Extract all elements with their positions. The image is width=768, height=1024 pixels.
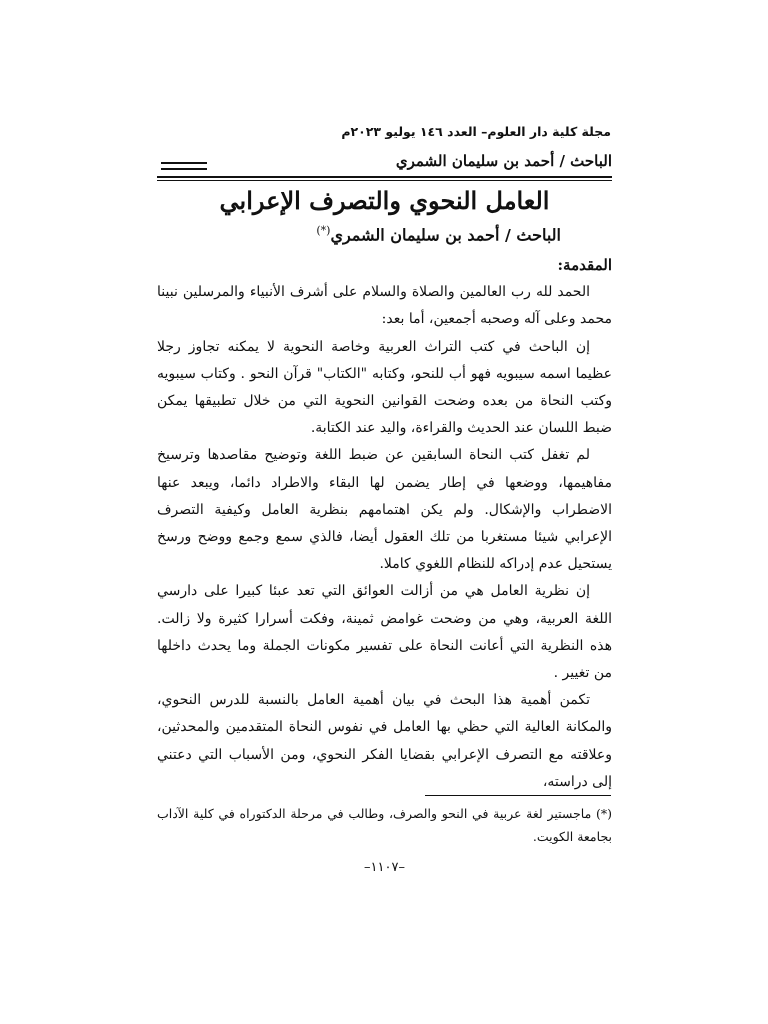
footnote: (*) ماجستير لغة عربية في النحو والصرف، وطالب في مرحلة الدكتوراه في كلية الآداب بجامعة الكويت. <box>157 806 612 844</box>
paragraph: إن نظرية العامل هي من أزالت العوائق التي تعد عبئا كبيرا على دارسي اللغة العربية، وهي من وضحت غوامض ثمينة، وفكت أسرارا كثيرة ولا زالت. هذه النظرية التي أعانت النحاة على تفسير مكونات الجملة وما يحدث داخلها من تغيير . <box>157 583 612 682</box>
byline-author: الباحث / أحمد بن سليمان الشمري <box>330 225 561 245</box>
page-number: –١١٠٧– <box>364 860 405 875</box>
article-title: العامل النحوي والتصرف الإعرابي <box>219 186 550 215</box>
footnote-divider <box>425 795 611 796</box>
running-author-name: الباحث / أحمد بن سليمان الشمري <box>395 152 612 170</box>
paragraph: تكمن أهمية هذا البحث في بيان أهمية العامل بالنسبة للدرس النحوي، والمكانة العالية التي حظي بها العامل في نفوس النحاة المتقدمين والمحدثين، وعلاقته مع التصرف الإعرابي بقضايا الفكر النحوي، ومن الأسباب التي دعتني إلى دراسته، <box>157 692 612 790</box>
paragraph: الحمد لله رب العالمين والصلاة والسلام على أشرف الأنبياء والمرسلين نبينا محمد وعلى آله وصحبه أجمعين، أما بعد: <box>157 284 612 328</box>
paragraph: إن الباحث في كتب التراث العربية وخاصة النحوية لا يمكنه تجاوز رجلا عظيما اسمه سيبويه فهو أب للنحو، وكتابه "الكتاب" قرآن النحو . وكتاب سيبويه وكتب النحاة من بعده وضحت القوانين النحوية التي من خلال تطبيقها يمكن ضبط اللسان عند الحديث والقراءة، واليد عند الكتابة. <box>157 338 612 437</box>
journal-header: مجلة كلية دار العلوم– العدد ١٤٦ يوليو ٢٠٢٣م <box>341 124 611 139</box>
paragraph: لم تغفل كتب النحاة السابقين عن ضبط اللغة وتوضيح مقاصدها وترسيخ مفاهيمها، ووضعها في إطار يضمن لها البقاء والاطراد دائما، ويبعد عنها الاضطراب والإشكال. ولم يكن اهتمامهم بنظرية العامل وكيفية التصرف الإعرابي شيئا مستغربا من تلك العقول أيضا، فالذي سمع وجمع ووضح ورسخ يستحيل عدم إدراكه للنظام اللغوي كاملا. <box>157 447 612 573</box>
article-body <box>157 252 612 796</box>
article-byline <box>316 224 561 244</box>
intro-heading: المقدمة: <box>557 256 612 274</box>
decorative-double-rule <box>161 162 207 170</box>
footnote-marker: (*) <box>316 224 331 237</box>
header-divider <box>157 176 612 181</box>
